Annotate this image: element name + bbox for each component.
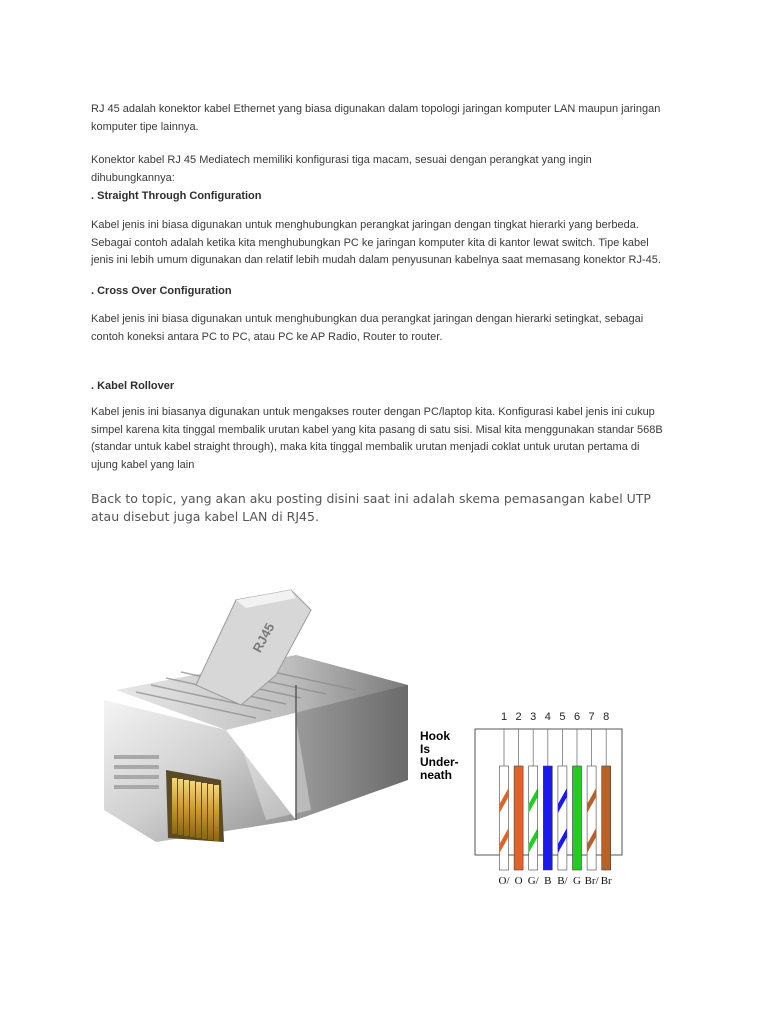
heading-rollover: . Kabel Rollover <box>91 380 175 392</box>
wire <box>602 766 611 870</box>
pin-number: 3 <box>530 711 537 723</box>
wire <box>529 766 538 870</box>
back-to-topic-paragraph <box>91 490 711 526</box>
straight-line-2: Sebagai contoh adalah ketika kita menghubungkan PC ke jaringan komputer kita di kantor lewat switch. Tipe kabel <box>91 236 649 249</box>
pin-number: 1 <box>500 711 508 723</box>
wire-label: Br/ <box>584 875 599 887</box>
pinout-diagram <box>418 704 638 894</box>
wire <box>587 766 596 870</box>
config-intro-paragraph <box>91 152 691 187</box>
back-to-topic-line-2: atau disebut juga kabel LAN di RJ45. <box>91 509 319 524</box>
hook-line-1: Hook <box>420 729 450 743</box>
wire-label: O/ <box>498 875 510 887</box>
cross-line-2: contoh koneksi antara PC to PC, atau PC ke AP Radio, Router to router. <box>91 330 443 343</box>
wire <box>543 766 552 870</box>
rollover-line-2: simpel karena kita tinggal membalik urutan kabel yang kita pasang di satu sisi. Misal kita menggunakan standar 568B <box>91 423 663 436</box>
wire <box>500 766 509 870</box>
pin-number: 5 <box>559 711 566 723</box>
wire-label: G/ <box>527 875 539 887</box>
rj45-connector-image <box>96 580 416 870</box>
wire-label: B <box>544 875 552 887</box>
rollover-line-3: (standar untuk kabel straight through), maka kita tinggal membalik urutan menjadi coklat untuk urutan pertama di <box>91 441 640 453</box>
intro-line-1: RJ 45 adalah konektor kabel Ethernet yang biasa digunakan dalam topologi jaringan komputer LAN maupun jaringan <box>91 103 661 115</box>
pin-number: 6 <box>573 711 581 723</box>
wire <box>514 766 523 870</box>
wire-label: O <box>514 875 523 887</box>
pin-number: 4 <box>544 711 551 723</box>
config-intro-line-1: Konektor kabel RJ 45 Mediatech memiliki konfigurasi tiga macam, sesuai dengan perangkat yang ingin <box>91 154 592 166</box>
intro-paragraph <box>91 101 691 136</box>
cross-line-1: Kabel jenis ini biasa digunakan untuk menghubungkan dua perangkat jaringan dengan hierarki setingkat, sebagai <box>91 313 644 325</box>
heading-cross-over: . Cross Over Configuration <box>91 285 232 297</box>
pin-number: 2 <box>515 711 522 723</box>
straight-line-3: jenis ini lebih umum digunakan dan relatif lebih mudah dalam penyusunan kabelnya saat memasang konektor RJ-45. <box>91 254 661 266</box>
connector-brand-text: RJ45 <box>249 620 278 655</box>
rollover-line-4: ujung kabel yang lain <box>91 458 195 471</box>
rollover-line-1: Kabel jenis ini biasanya digunakan untuk mengakses router dengan PC/laptop kita. Konfigurasi kabel jenis ini cukup <box>91 406 655 418</box>
heading-straight-through: . Straight Through Configuration <box>91 190 262 202</box>
gold-contacts <box>166 770 224 842</box>
cross-over-paragraph <box>91 311 691 346</box>
pin-number: 8 <box>603 711 610 723</box>
wire-labels <box>499 875 613 887</box>
wire <box>558 766 567 870</box>
intro-line-2: komputer tipe lainnya. <box>91 120 199 133</box>
pin-number: 7 <box>588 711 595 723</box>
wire-label: G <box>573 875 581 887</box>
wire <box>573 766 582 870</box>
hook-line-2: Is <box>420 742 431 756</box>
back-to-topic-line-1: Back to topic, yang akan aku posting disini saat ini adalah skema pemasangan kabel UTP <box>91 491 651 506</box>
pin-numbers <box>501 711 609 723</box>
config-intro-line-2: dihubungkannya: <box>91 171 175 184</box>
straight-line-1: Kabel jenis ini biasa digunakan untuk menghubungkan perangkat jaringan dengan tingkat hierarki yang berbeda. <box>91 219 639 231</box>
straight-through-paragraph <box>91 217 691 270</box>
rollover-paragraph <box>91 404 691 474</box>
hook-line-4: neath <box>420 768 453 782</box>
wire-label: Br <box>600 875 612 887</box>
hook-line-3: Under- <box>420 755 459 769</box>
hook-label <box>420 729 459 782</box>
wire-label: B/ <box>557 875 568 887</box>
